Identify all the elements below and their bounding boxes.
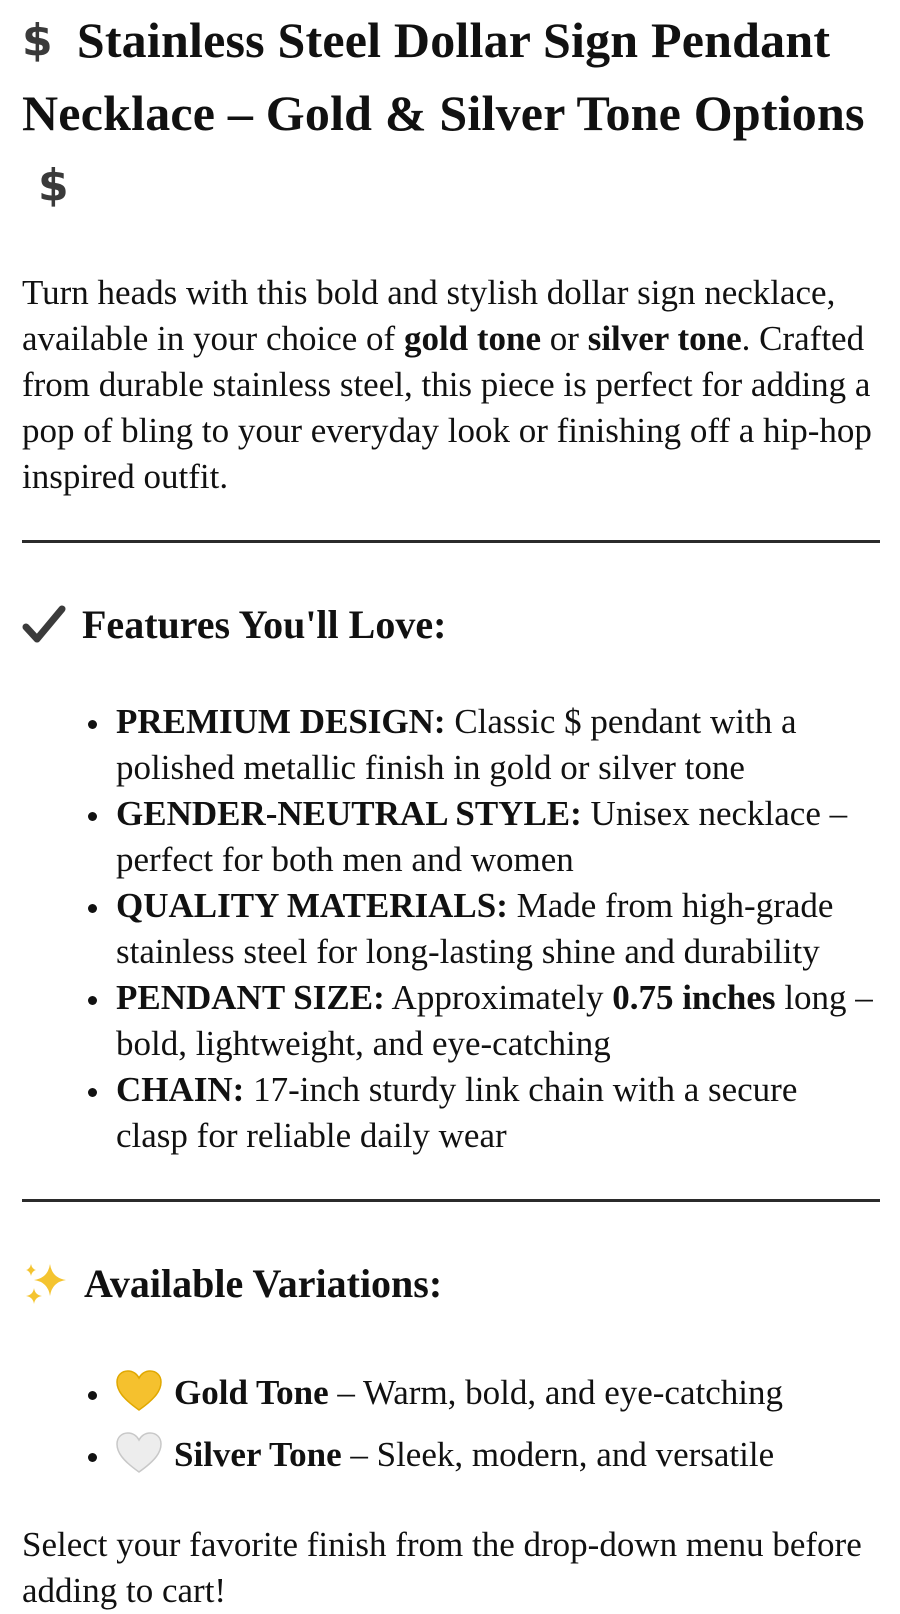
white-heart-icon <box>116 1432 162 1474</box>
section-divider <box>22 540 880 543</box>
variations-list <box>22 1362 878 1486</box>
variations-heading <box>22 1258 878 1310</box>
product-title <box>22 4 878 222</box>
list-item <box>112 699 878 791</box>
list-item <box>112 1067 878 1159</box>
variations-heading-text: Available Variations: <box>84 1261 443 1306</box>
feature-label: GENDER-NEUTRAL STYLE: <box>116 794 582 833</box>
feature-label: CHAIN: <box>116 1070 245 1109</box>
yellow-heart-icon <box>116 1370 162 1412</box>
check-mark-icon <box>22 603 66 647</box>
product-description <box>0 4 900 1614</box>
feature-text: long – bold, lightweight, and eye-catching <box>116 978 873 1063</box>
variation-text: – Warm, bold, and eye-catching <box>328 1373 783 1412</box>
intro-silver-tone: silver tone <box>587 319 742 358</box>
variation-text: – Sleek, modern, and versatile <box>341 1435 775 1474</box>
features-heading-text: Features You'll Love: <box>82 602 447 647</box>
outro-paragraph: Select your favorite finish from the drop-down menu before adding to cart! <box>22 1525 862 1610</box>
intro-text-2: or <box>541 319 588 358</box>
feature-text: Approximately <box>384 978 613 1017</box>
features-heading <box>22 599 878 651</box>
intro-gold-tone: gold tone <box>403 319 542 358</box>
feature-label: QUALITY MATERIALS: <box>116 886 508 925</box>
list-item <box>112 975 878 1067</box>
product-title-text: Stainless Steel Dollar Sign Pendant Necklace – Gold & Silver Tone Options <box>22 12 865 141</box>
sparkles-icon <box>22 1260 70 1308</box>
section-divider <box>22 1199 880 1202</box>
variation-label: Silver Tone <box>174 1435 342 1474</box>
intro-text-1: Turn heads with this bold and stylish dollar sign necklace, available in your choice of <box>22 273 836 358</box>
dollar-sign-icon: $ <box>38 160 69 211</box>
intro-text-3: . Crafted from durable stainless steel, this piece is perfect for adding a pop of bling to your everyday look or finishing off a hip-hop inspired outfit. <box>22 319 872 496</box>
feature-text: Classic $ pendant with a polished metallic finish in gold or silver tone <box>116 702 797 787</box>
feature-text: 17-inch sturdy link chain with a secure clasp for reliable daily wear <box>116 1070 798 1155</box>
list-item <box>112 791 878 883</box>
feature-label: PREMIUM DESIGN: <box>116 702 446 741</box>
list-item <box>112 1362 878 1424</box>
feature-size-value: 0.75 inches <box>612 978 776 1017</box>
features-list <box>22 699 878 1159</box>
intro-paragraph <box>22 270 878 500</box>
list-item <box>112 883 878 975</box>
feature-label: PENDANT SIZE: <box>116 978 385 1017</box>
dollar-sign-icon: $ <box>22 15 53 66</box>
list-item <box>112 1424 878 1486</box>
feature-text: Unisex necklace – perfect for both men and women <box>116 794 848 879</box>
variation-label: Gold Tone <box>174 1373 329 1412</box>
feature-text: Made from high-grade stainless steel for long-lasting shine and durability <box>116 886 834 971</box>
